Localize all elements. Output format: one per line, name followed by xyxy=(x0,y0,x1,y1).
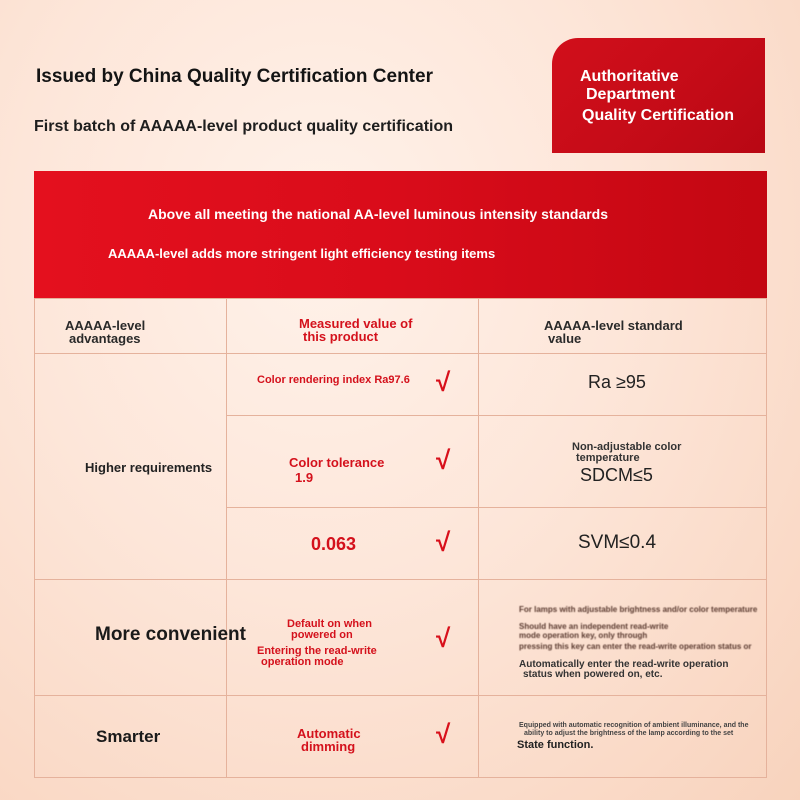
standard-sdcm-line2: temperature xyxy=(576,452,640,464)
check-icon: √ xyxy=(436,367,451,397)
banner-line-1: Above all meeting the national AA-level luminous intensity standards xyxy=(148,206,609,222)
standard-read-write-line2: Should have an independent read-write xyxy=(519,622,669,631)
standard-ra: Ra ≥95 xyxy=(588,372,646,392)
standard-read-write-line4: pressing this key can enter the read-write operation status or xyxy=(519,642,752,651)
standard-dimming-line1: Equipped with automatic recognition of ambient illuminance, and the xyxy=(519,722,749,729)
group-more-convenient: More convenient xyxy=(95,624,246,645)
badge-line-3: Quality Certification xyxy=(582,107,735,124)
measured-default-on-line2: powered on xyxy=(291,629,353,641)
check-icon: √ xyxy=(436,623,451,653)
certification-badge xyxy=(552,38,765,153)
group-higher-requirements: Higher requirements xyxy=(85,460,213,475)
row-divider-4 xyxy=(35,695,766,696)
standard-svm: SVM≤0.4 xyxy=(578,532,657,553)
standard-dimming-line3: State function. xyxy=(517,739,594,751)
header-measured-line1: Measured value of xyxy=(299,316,413,331)
check-icon: √ xyxy=(436,527,451,557)
header-measured-line2: this product xyxy=(303,329,379,344)
measured-color-tolerance-line2: 1.9 xyxy=(295,470,314,485)
measured-read-write-line1: Entering the read-write xyxy=(257,645,377,657)
standard-sdcm-value: SDCM≤5 xyxy=(580,465,653,485)
standard-read-write-line3: mode operation key, only through xyxy=(519,631,648,640)
measured-color-tolerance-line1: Color tolerance xyxy=(289,455,385,470)
standard-read-write-line5: Automatically enter the read-write operation xyxy=(519,659,729,670)
page-subtitle: First batch of AAAAA-level product quality certification xyxy=(34,118,454,135)
header-standard-line2: value xyxy=(548,331,582,346)
banner-line-2: AAAAA-level adds more stringent light efficiency testing items xyxy=(108,246,496,261)
measured-color-rendering: Color rendering index Ra97.6 xyxy=(257,374,410,386)
check-icon: √ xyxy=(436,445,451,475)
standard-read-write-line6: status when powered on, etc. xyxy=(523,669,663,680)
header-standard-line1: AAAAA-level standard xyxy=(544,318,683,333)
row-divider-3 xyxy=(35,579,766,580)
standard-read-write-line1: For lamps with adjustable brightness and/or color temperature xyxy=(519,605,758,614)
row-divider-1 xyxy=(226,415,766,416)
group-smarter: Smarter xyxy=(96,727,161,746)
header-divider xyxy=(35,353,766,354)
header-advantages-line2: advantages xyxy=(69,331,141,346)
row-divider-2 xyxy=(226,507,766,508)
measured-dimming-line2: dimming xyxy=(301,739,356,754)
measured-dimming-line1: Automatic xyxy=(297,726,361,741)
standards-banner xyxy=(34,171,767,298)
standard-sdcm-line1: Non-adjustable color xyxy=(572,441,682,453)
column-divider-1 xyxy=(226,299,227,777)
header-advantages-line1: AAAAA-level xyxy=(65,318,146,333)
badge-line-2: Department xyxy=(586,86,675,103)
standard-dimming-line2: ability to adjust the brightness of the lamp according to the set xyxy=(524,730,734,737)
badge-line-1: Authoritative xyxy=(580,68,679,85)
check-icon: √ xyxy=(436,719,451,749)
measured-read-write-line2: operation mode xyxy=(261,656,344,668)
comparison-table xyxy=(34,298,767,778)
page-title: Issued by China Quality Certification Center xyxy=(36,66,433,87)
column-divider-2 xyxy=(478,299,479,777)
measured-svm: 0.063 xyxy=(311,534,357,554)
measured-default-on-line1: Default on when xyxy=(287,618,372,630)
